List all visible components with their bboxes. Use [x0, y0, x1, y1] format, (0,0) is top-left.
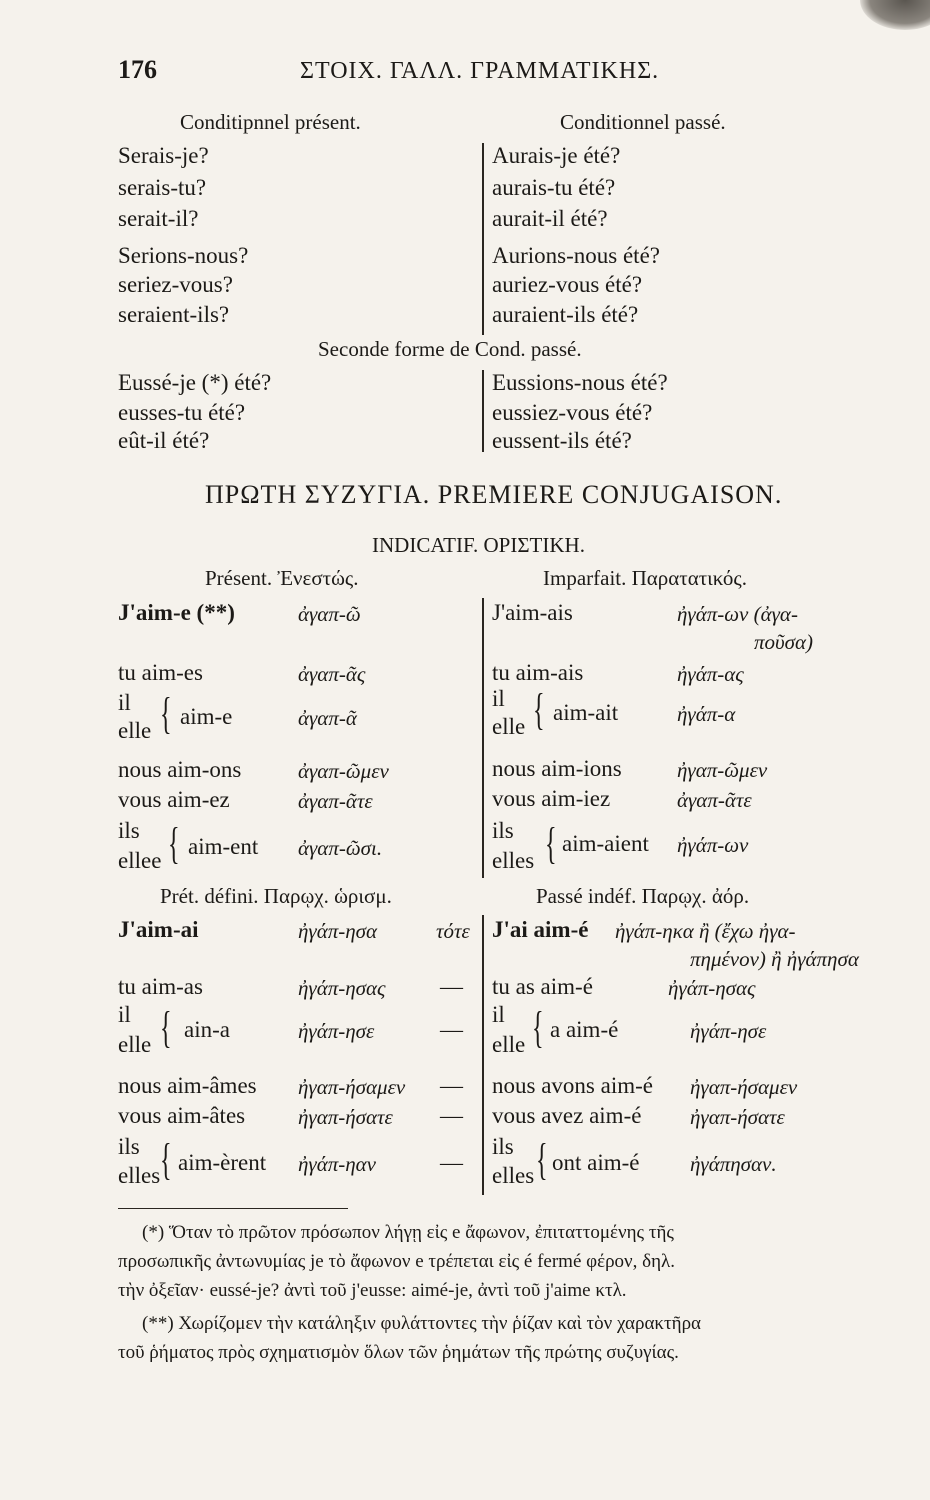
pret-dash: — — [440, 974, 463, 999]
brace: { — [160, 1135, 172, 1184]
passe-gr: ἠγάπ-ησας — [668, 976, 756, 1000]
cond-right-line: auriez-vous été? — [492, 272, 643, 297]
present-gr: ἀγαπ-ᾶτε — [298, 789, 373, 813]
passe-fr: J'ai aim-é — [492, 917, 589, 942]
cond-left-line: seriez-vous? — [118, 272, 233, 297]
column-divider — [482, 915, 484, 1195]
passe-title: Passé indéf. Παρῳχ. ἀόρ. — [536, 884, 750, 908]
passe-fr: ont aim-é — [552, 1150, 640, 1175]
pret-fr: J'aim-ai — [118, 917, 199, 942]
seconde-left-line: eusses-tu été? — [118, 400, 246, 425]
pret-fr: nous aim-âmes — [118, 1073, 257, 1098]
imparfait-fr: aim-ait — [553, 700, 619, 725]
brace: { — [532, 1003, 544, 1052]
present-title: Présent. Ἐνεστώς. — [205, 566, 359, 590]
brace: { — [536, 1135, 548, 1184]
passe-gr: ἠγαπ-ήσατε — [690, 1105, 785, 1129]
imparfait-gr: ἠγάπ-α — [677, 702, 736, 726]
pret-gr: ἠγάπ-ησα — [298, 919, 378, 943]
pronoun-il: il — [492, 1002, 505, 1027]
pronoun-il: il — [118, 1002, 131, 1027]
page-number: 176 — [118, 55, 157, 84]
present-fr: aim-ent — [188, 834, 259, 859]
pronoun-il: il — [492, 686, 505, 711]
passe-fr: nous avons aim-é — [492, 1073, 653, 1098]
present-gr: ἀγαπ-ῶσι. — [298, 836, 383, 860]
pret-gr: ἠγαπ-ήσαμεν — [298, 1075, 406, 1099]
pronoun-ils: ils — [118, 1134, 140, 1159]
seconde-forme-title: Seconde forme de Cond. passé. — [318, 337, 582, 361]
indicatif-title: INDICATIF. ΟΡΙΣΤΙΚΗ. — [372, 533, 585, 557]
imparfait-fr: tu aim-ais — [492, 660, 584, 685]
imparfait-title: Imparfait. Παρατατικός. — [543, 566, 747, 590]
pret-dash: — — [440, 1017, 463, 1042]
footnote-line: τὴν ὀξεῖαν· eussé-je? ἀντὶ τοῦ j'eusse: aimé-je, ἀντὶ τοῦ j'aime κτλ. — [118, 1280, 627, 1301]
imparfait-fr: aim-aient — [562, 831, 649, 856]
footnote-line: (**) Χωρίζομεν τὴν κατάληξιν φυλάττοντες τὴν ῥίζαν καὶ τὸν χαρακτῆρα — [142, 1313, 702, 1334]
imparfait-gr: ἠγάπ-ας — [677, 662, 744, 686]
column-divider — [482, 598, 484, 878]
present-gr: ἀγαπ-ῶμεν — [298, 759, 389, 783]
pret-extra: τότε — [436, 919, 470, 943]
cond-left-line: seraient-ils? — [118, 302, 230, 327]
pret-dash: — — [440, 1103, 463, 1128]
pret-gr: ἠγαπ-ήσατε — [298, 1105, 393, 1129]
imparfait-gr: ἀγαπ-ᾶτε — [677, 788, 752, 812]
cond-left-line: Serions-nous? — [118, 243, 249, 268]
cond-left-line: serais-tu? — [118, 175, 207, 200]
cond-present-title: Conditipnnel présent. — [180, 110, 361, 134]
present-fr: aim-e — [180, 704, 233, 729]
cond-left-line: serait-il? — [118, 206, 199, 231]
pronoun-elle: elle — [118, 718, 152, 743]
pret-fr: vous aim-âtes — [118, 1103, 246, 1128]
brace: { — [160, 1003, 172, 1052]
cond-right-line: aurais-tu été? — [492, 175, 616, 200]
seconde-left-line: Eussé-je (*) été? — [118, 370, 272, 395]
pret-dash: — — [440, 1073, 463, 1098]
brace: { — [168, 819, 180, 868]
footnote-rule — [118, 1208, 348, 1209]
pret-dash: — — [440, 1150, 463, 1175]
brace: { — [160, 689, 172, 738]
imparfait-gr-cont: ποῦσα) — [754, 630, 814, 654]
brace: { — [545, 819, 557, 868]
cond-passe-title: Conditionnel passé. — [560, 110, 726, 134]
column-divider — [482, 143, 484, 335]
present-gr: ἀγαπ-ῶ — [298, 602, 361, 626]
passe-fr: a aim-é — [550, 1017, 619, 1042]
passe-gr: ἠγάπ-ηκα ἢ (ἔχω ἠγα- — [615, 919, 796, 943]
present-gr: ἀγαπ-ᾶ — [298, 706, 357, 730]
pronoun-elle: elle — [118, 1032, 152, 1057]
present-fr: vous aim-ez — [118, 787, 230, 812]
cond-right-line: aurait-il été? — [492, 206, 608, 231]
seconde-right-line: Eussions-nous été? — [492, 370, 668, 395]
imparfait-gr: ἠγάπ-ων (ἀγα- — [677, 602, 798, 626]
passe-gr: ἠγάπ-ησε — [690, 1019, 767, 1043]
pronoun-elles: elles — [118, 1163, 161, 1188]
passe-fr: tu as aim-é — [492, 974, 593, 999]
cond-left-line: Serais-je? — [118, 143, 209, 168]
pret-gr: ἠγάπ-ησε — [298, 1019, 375, 1043]
present-fr: tu aim-es — [118, 660, 203, 685]
imparfait-gr: ἠγάπ-ων — [677, 833, 749, 857]
column-divider — [482, 370, 484, 452]
imparfait-gr: ἠγαπ-ῶμεν — [677, 758, 768, 782]
pret-title: Prét. défini. Παρῳχ. ὡρισμ. — [160, 884, 392, 908]
pret-gr: ἠγάπ-ηαν — [298, 1152, 376, 1176]
cond-right-line: Aurions-nous été? — [492, 243, 660, 268]
cond-right-line: Aurais-je été? — [492, 143, 621, 168]
pronoun-elle: elle — [492, 1032, 526, 1057]
pret-fr: ain-a — [184, 1017, 230, 1042]
imparfait-fr: vous aim-iez — [492, 786, 611, 811]
pret-gr: ἠγάπ-ησας — [298, 976, 386, 1000]
pronoun-elles: elles — [492, 848, 535, 873]
present-gr: ἀγαπ-ᾶς — [298, 662, 366, 686]
pronoun-ils: ils — [492, 818, 514, 843]
pronoun-elle: elle — [492, 714, 526, 739]
seconde-left-line: eût-il été? — [118, 428, 210, 453]
present-fr: nous aim-ons — [118, 757, 242, 782]
pret-fr: tu aim-as — [118, 974, 203, 999]
passe-gr: ἠγάπησαν. — [690, 1152, 777, 1176]
imparfait-fr: nous aim-ions — [492, 756, 622, 781]
conjugation-title: ΠΡΩΤΗ ΣΥΖΥΓΙΑ. PREMIERE CONJUGAISON. — [205, 480, 783, 509]
passe-fr: vous avez aim-é — [492, 1103, 642, 1128]
pronoun-ils: ils — [492, 1134, 514, 1159]
passe-gr-cont: πημένον) ἢ ἠγάπησα — [690, 947, 859, 971]
passe-gr: ἠγαπ-ήσαμεν — [690, 1075, 798, 1099]
pronoun-ellee: ellee — [118, 848, 162, 873]
brace: { — [533, 685, 545, 734]
present-fr: J'aim-e (**) — [118, 600, 235, 625]
footnote-line: τοῦ ῥήματος πρὸς σχηματισμὸν ὅλων τῶν ῥημάτων τῆς πρώτης συζυγίας. — [118, 1342, 679, 1363]
pronoun-ils: ils — [118, 818, 140, 843]
imparfait-fr: J'aim-ais — [492, 600, 573, 625]
seconde-right-line: eussiez-vous été? — [492, 400, 653, 425]
seconde-right-line: eussent-ils été? — [492, 428, 632, 453]
running-title: ΣΤΟΙΧ. ΓΑΛΛ. ΓΡΑΜΜΑΤΙΚΗΣ. — [300, 58, 660, 84]
footnote-line: (*) Ὅταν τὸ πρῶτον πρόσωπον λήγῃ εἰς e ἄφωνον, ἐπιταττομένης τῆς — [142, 1222, 674, 1243]
pronoun-elles: elles — [492, 1163, 535, 1188]
pronoun-il: il — [118, 690, 131, 715]
cond-right-line: auraient-ils été? — [492, 302, 639, 327]
pret-fr: aim-èrent — [178, 1150, 267, 1175]
ink-stain — [860, 0, 930, 30]
footnote-line: προσωπικῆς ἀντωνυμίας je τὸ ἄφωνον e τρέπεται εἰς é fermé φέρον, δηλ. — [118, 1251, 675, 1272]
